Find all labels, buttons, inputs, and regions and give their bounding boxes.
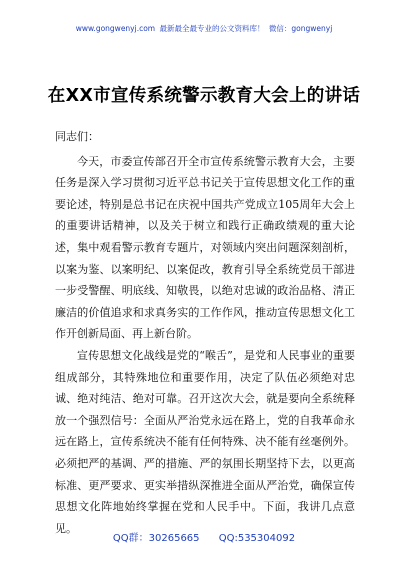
qq-group: QQ群：30265665 (112, 533, 200, 544)
qq-number: QQ:535304092 (218, 533, 296, 544)
page-footer (0, 532, 408, 546)
document-body (55, 126, 355, 539)
paragraph-1: 今天，市委宣传部召开全市宣传系统警示教育大会，主要任务是深入学习贯彻习近平总书记关于宣传思想文化工作的重要论述，特别是总书记在庆祝中国共产党成立105周年大会上的重要讲话精神，以及关于树立和践行正确政绩观的重大论述，集中观看警示教育专题片，对领域内突出问题深刻剖析，以案为鉴、以案明纪、以案促改，教育引导全系统党员干部进一步受警醒、明底线、知敬畏，以绝对忠诚的政治品格、清正廉洁的价值追求和求真务实的工作作风，推动宣传思想文化工作开创新局面、再上新台阶。 (55, 154, 355, 341)
document-title: 在XX市宣传系统警示教育大会上的讲话 (47, 86, 361, 106)
page-header (0, 24, 408, 34)
site-url[interactable]: www.gongwenyj.com (75, 24, 156, 33)
site-slogan: 最新最全最专业的公文资料库！ (159, 24, 265, 33)
salutation: 同志们： (55, 130, 99, 143)
paragraph-2: 宣传思想文化战线是党的“喉舌”，是党和人民事业的重要组成部分，其特殊地位和重要作用，决定了队伍必须绝对忠诚、绝对纯洁、绝对可靠。召开这次大会，就是要向全系统释放一个强烈信号：全面从严治党永远在路上，党的自我革命永远在路上，宣传系统决不能有任何特殊、决不能有丝毫例外。必须把严的基调、严的措施、严的氛围长期坚持下去，以更高标准、更严要求、更实举措纵深推进全面从严治党，确保宣传思想文化阵地始终掌握在党和人民手中。下面，我讲几点意见。 (55, 348, 355, 535)
wechat-id: 微信：gongwenyj (268, 24, 333, 33)
